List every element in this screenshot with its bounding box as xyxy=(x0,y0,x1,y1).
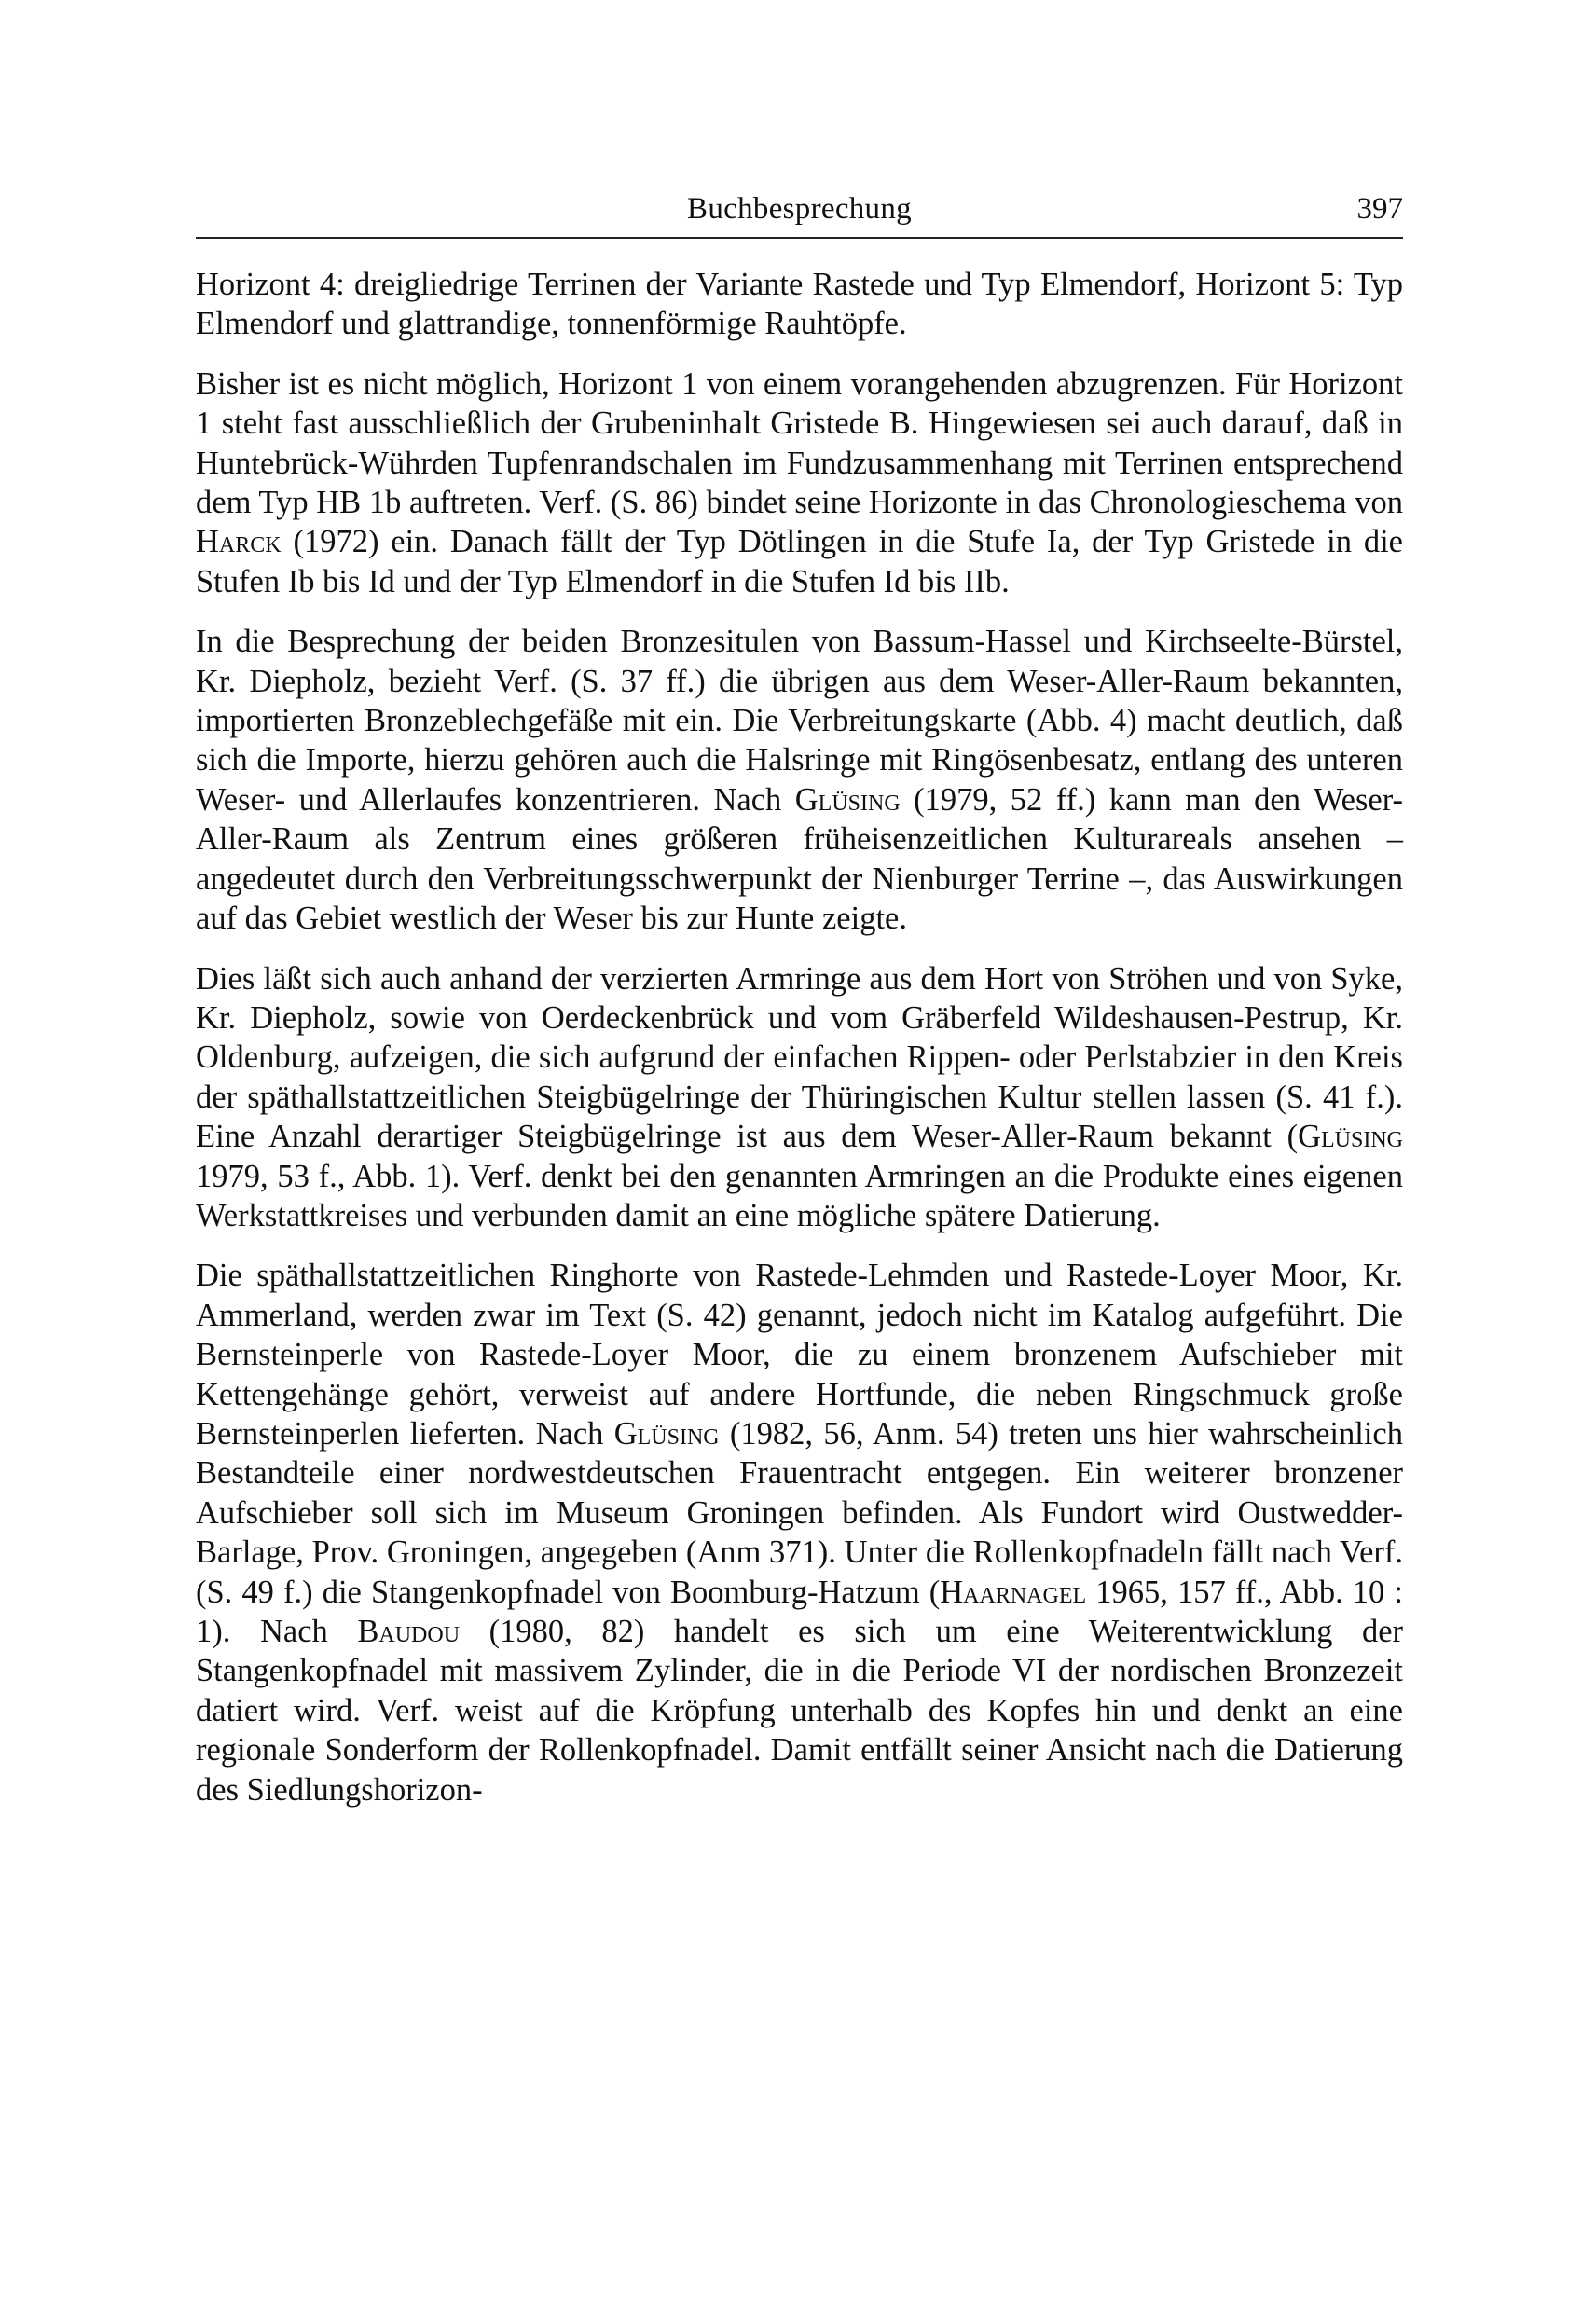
author-name: Haarnagel xyxy=(940,1574,1087,1610)
text-run: 1965, 157 ff., Abb. 10 : 1). Nach xyxy=(196,1574,1403,1649)
body-text xyxy=(196,265,1403,1810)
text-run: Die späthallstattzeitlichen Ringhorte von Rastede-Lehmden und Rastede-Loyer Moor, Kr. Ammerland, werden zwar im Text (S. 42) genannt, jedoch nicht im Katalog aufgeführt. Die Bernsteinperle von Rastede-Loyer Moor, die zu einem bronzenem Aufschieber mit Kettengehänge gehört, verweist auf andere Hortfunde, die neben Ringschmuck große Bernsteinperlen lieferten. Nach xyxy=(196,1258,1403,1452)
running-head xyxy=(196,186,1403,239)
paragraph-3 xyxy=(196,622,1403,938)
paragraph-2 xyxy=(196,365,1403,601)
paragraph-5 xyxy=(196,1256,1403,1810)
author-name: Baudou xyxy=(357,1614,461,1649)
text-run: In die Besprechung der beiden Bronzesitulen von Bassum-Hassel und Kirchseelte-Bürstel, Kr. Diepholz, bezieht Verf. (S. 37 ff.) die übrigen aus dem Weser-Aller-Raum bekannten, importierten Bronzeblechgefäße mit ein. Die Verbreitungskarte (Abb. 4) macht deutlich, daß sich die Importe, hierzu gehören auch die Halsringe mit Ringösenbesatz, entlang des unteren Weser- und Allerlaufes konzentrieren. Nach xyxy=(196,624,1403,818)
author-name: Harck xyxy=(196,524,282,560)
text-run: (1972) ein. Danach fällt der Typ Dötlingen in die Stufe Ia, der Typ Gristede in die Stufen Ib bis Id und der Typ Elmendorf in die Stufen Id bis IIb. xyxy=(196,524,1403,599)
page xyxy=(196,186,1403,1830)
paragraph-4 xyxy=(196,959,1403,1236)
author-name: Glüsing xyxy=(613,1415,720,1452)
text-run: Bisher ist es nicht möglich, Horizont 1 von einem vorangehenden abzugrenzen. Für Horizont 1 steht fast ausschließlich der Grubeninhalt Gristede B. Hingewiesen sei auch darauf, daß in Huntebrück-Wührden Tupfenrandschalen im Fundzusammenhang mit Terrinen entsprechend dem Typ HB 1b auftreten. Verf. (S. 86) bindet seine Horizonte in das Chronologieschema von xyxy=(196,365,1403,521)
running-title: Buchbesprechung xyxy=(687,192,912,226)
text-run: (1980, 82) handelt es sich um eine Weiterentwicklung der Stangenkopfnadel mit massivem Zylinder, die in die Periode VI der nordischen Bronzezeit datiert wird. Verf. weist auf die Kröpfung unterhalb des Kopfes hin und denkt an eine regionale Sonderform der Rollenkopfnadel. Damit entfällt seiner Ansicht nach die Datierung des Siedlungshorizon- xyxy=(196,1614,1403,1808)
text-run: Horizont 4: dreigliedrige Terrinen der Variante Rastede und Typ Elmendorf, Horizont 5: Typ Elmendorf und glattrandige, tonnenförmige Rauhtöpfe. xyxy=(196,267,1403,342)
text-run: Dies läßt sich auch anhand der verzierten Armringe aus dem Hort von Ströhen und von Syke, Kr. Diepholz, sowie von Oerdeckenbrück und vom Gräberfeld Wildeshausen-Pestrup, Kr. Oldenburg, aufzeigen, die sich aufgrund der einfachen Rippen- oder Perlstabzier in den Kreis der späthallstattzeitlichen Steigbügelringe der Thüringischen Kultur stellen lassen (S. 41 f.). Eine Anzahl derartiger Steigbügelringe ist aus dem Weser-Aller-Raum bekannt ( xyxy=(196,960,1403,1155)
text-run: (1982, 56, Anm. 54) treten uns hier wahrscheinlich Bestandteile einer nordwestdeutschen Frauentracht entgegen. Ein weiterer bronzener Aufschieber soll sich im Museum Groningen befinden. Als Fundort wird Oustwedder-Barlage, Prov. Groningen, angegeben (Anm 371). Unter die Rollenkopfnadeln fällt nach Verf. (S. 49 f.) die Stangenkopfnadel von Boomburg-Hatzum ( xyxy=(196,1415,1403,1610)
text-run: 1979, 53 f., Abb. 1). Verf. denkt bei den genannten Armringen an die Produkte eines eigenen Werkstattkreises und verbunden damit an eine mögliche spätere Datierung. xyxy=(196,1158,1403,1233)
page-number: 397 xyxy=(1356,192,1403,226)
author-name: Glüsing xyxy=(1298,1119,1403,1155)
author-name: Glüsing xyxy=(794,781,901,818)
text-run: (1979, 52 ff.) kann man den Weser-Aller-Raum als Zentrum eines größeren früheisenzeitlichen Kulturareals ansehen – angedeutet durch den Verbreitungsschwerpunkt der Nienburger Terrine –, das Auswirkungen auf das Gebiet westlich der Weser bis zur Hunte zeigte. xyxy=(196,781,1403,937)
paragraph-1 xyxy=(196,265,1403,344)
